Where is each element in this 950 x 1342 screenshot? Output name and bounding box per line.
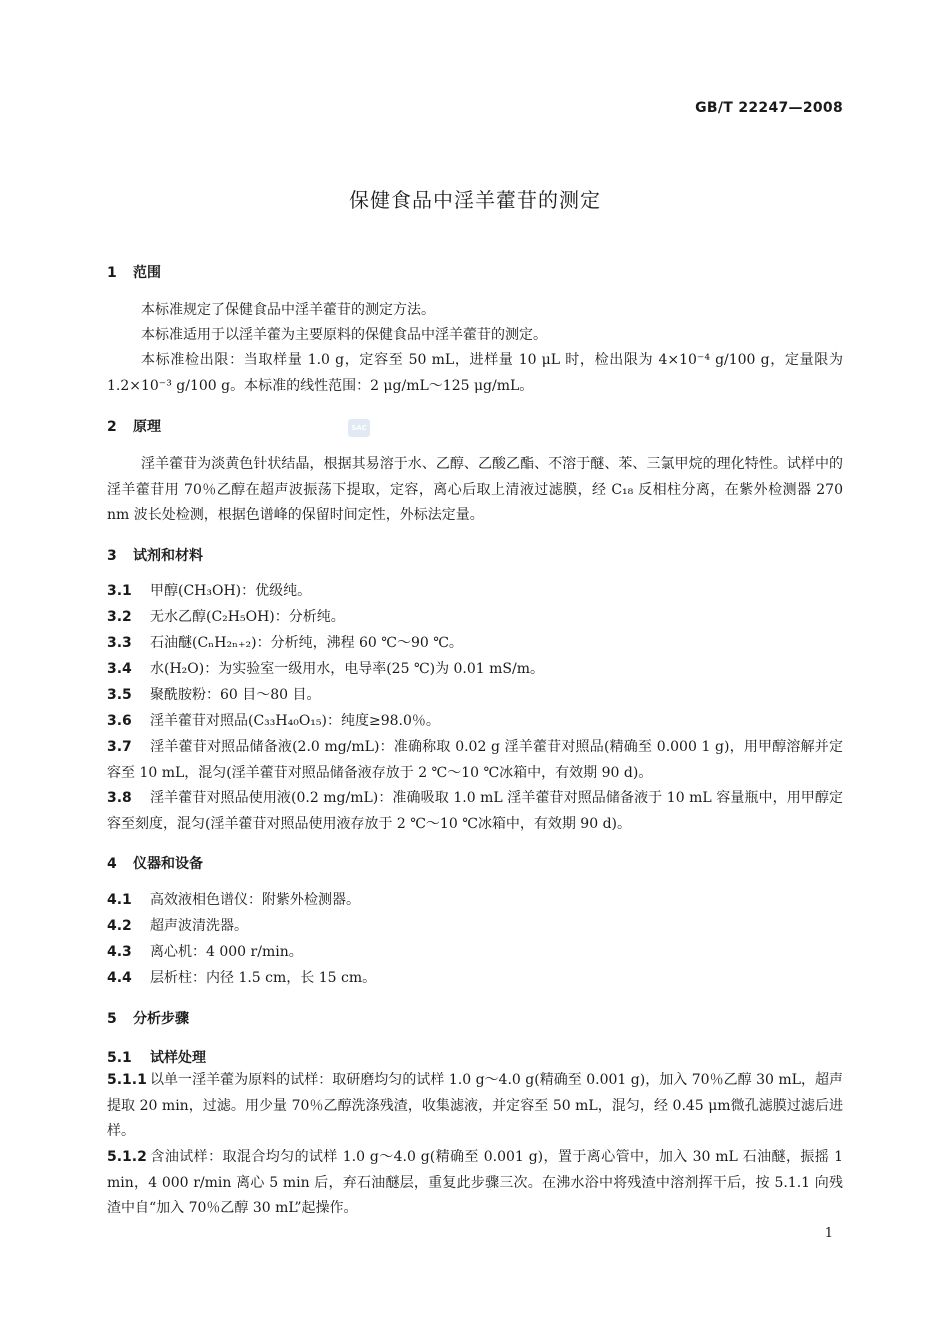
- section-title: 试剂和材料: [133, 548, 203, 564]
- section-title: 原理: [133, 419, 161, 435]
- item-number: 3.1: [107, 583, 132, 599]
- subsection-number: 5.1: [107, 1050, 132, 1066]
- item-text: 淫羊藿苷对照品(C₃₃H₄₀O₁₅)：纯度≥98.0％。: [150, 713, 440, 729]
- item-number: 3.8: [107, 790, 132, 806]
- item-text: 淫羊藿苷对照品使用液(0.2 mg/mL)：准确吸取 1.0 mL 淫羊藿苷对照品储备液于 10 mL 容量瓶中，用甲醇定容至刻度，混匀(淫羊藿苷对照品使用液存放于 2 ℃～10 ℃冰箱中，有效期 90 d)。: [107, 790, 843, 832]
- item-text: 超声波清洗器。: [150, 918, 248, 934]
- list-item: [107, 605, 843, 631]
- paragraph: 本标准适用于以淫羊藿为主要原料的保健食品中淫羊藿苷的测定。: [141, 327, 547, 343]
- item-number: 3.4: [107, 661, 132, 677]
- item-text: 含油试样：取混合均匀的试样 1.0 g～4.0 g(精确至 0.001 g)，置于离心管中，加入 30 mL 石油醚，振摇 1 min，4 000 r/min 离心 5 min 后，弃石油醚层，重复此步骤三次。在沸水浴中将残渣中溶剂挥干后，按 5.1.1 向残渣中自“加入 70％乙醇 30 mL”起操作。: [107, 1149, 843, 1216]
- item-text: 离心机：4 000 r/min。: [150, 944, 303, 960]
- section-title: 分析步骤: [133, 1011, 189, 1027]
- item-text: 无水乙醇(C₂H₅OH)：分析纯。: [150, 609, 345, 625]
- section-5-heading: [107, 1008, 189, 1028]
- item-number: 5.1.1: [107, 1072, 147, 1088]
- section-2-heading: [107, 416, 161, 436]
- item-number: 4.4: [107, 970, 132, 986]
- item-number: 5.1.2: [107, 1149, 147, 1165]
- item-text: 高效液相色谱仪：附紫外检测器。: [150, 892, 360, 908]
- section-1-heading: [107, 262, 161, 282]
- item-text: 层析柱：内径 1.5 cm，长 15 cm。: [150, 970, 377, 986]
- list-item: [107, 914, 843, 940]
- item-number: 3.3: [107, 635, 132, 651]
- paragraph: 淫羊藿苷为淡黄色针状结晶，根据其易溶于水、乙醇、乙酸乙酯、不溶于醚、苯、三氯甲烷的理化特性。试样中的淫羊藿苷用 70％乙醇在超声波振荡下提取，定容，离心后取上清液过滤膜，经 C₁₈ 反相柱分离，在紫外检测器 270 nm 波长处检测，根据色谱峰的保留时间定性，外标法定量。: [107, 456, 843, 523]
- list-item: [107, 657, 843, 683]
- subsection-5-1-heading: [107, 1047, 206, 1067]
- item-text: 石油醚(CₙH₂ₙ₊₂)：分析纯，沸程 60 ℃～90 ℃。: [150, 635, 463, 651]
- item-number: 3.6: [107, 713, 132, 729]
- list-item: [107, 1068, 843, 1145]
- list-item: [107, 888, 843, 914]
- item-text: 以单一淫羊藿为原料的试样：取研磨均匀的试样 1.0 g～4.0 g(精确至 0.001 g)，加入 70％乙醇 30 mL，超声提取 20 min，过滤。用少量 70％乙醇洗涤残渣，收集滤液，并定容至 50 mL，混匀，经 0.45 μm微孔滤膜过滤后进样。: [107, 1072, 843, 1139]
- list-item: [107, 683, 843, 709]
- section-number: 5: [107, 1011, 117, 1027]
- list-item: [107, 579, 843, 605]
- item-number: 3.5: [107, 687, 132, 703]
- section-3-heading: [107, 545, 203, 565]
- section-title: 范围: [133, 265, 161, 281]
- document-title: 保健食品中淫羊藿苷的测定: [349, 188, 601, 212]
- item-number: 4.3: [107, 944, 132, 960]
- section-number: 3: [107, 548, 117, 564]
- item-text: 甲醇(CH₃OH)：优级纯。: [150, 583, 312, 599]
- item-text: 水(H₂O)：为实验室一级用水，电导率(25 ℃)为 0.01 mS/m。: [150, 661, 545, 677]
- item-text: 聚酰胺粉：60 目～80 目。: [150, 687, 321, 703]
- item-number: 3.2: [107, 609, 132, 625]
- list-item: [107, 786, 843, 837]
- item-number: 3.7: [107, 739, 132, 755]
- section-number: 2: [107, 419, 117, 435]
- item-number: 4.2: [107, 918, 132, 934]
- list-item: [107, 709, 843, 735]
- list-item: [107, 966, 843, 992]
- standard-code: GB/T 22247—2008: [695, 100, 843, 116]
- section-number: 1: [107, 265, 117, 281]
- list-item: [107, 631, 843, 657]
- sac-watermark-logo: SAC: [348, 419, 370, 437]
- item-number: 4.1: [107, 892, 132, 908]
- item-text: 淫羊藿苷对照品储备液(2.0 mg/mL)：准确称取 0.02 g 淫羊藿苷对照品(精确至 0.000 1 g)，用甲醇溶解并定容至 10 mL，混匀(淫羊藿苷对照品储备液存放于 2 ℃～10 ℃冰箱中，有效期 90 d)。: [107, 739, 843, 781]
- section-title: 仪器和设备: [133, 856, 203, 872]
- page-number: 1: [824, 1226, 833, 1241]
- subsection-title: 试样处理: [150, 1050, 206, 1066]
- list-item: [107, 1145, 843, 1222]
- list-item: [107, 940, 843, 966]
- paragraph: 本标准检出限：当取样量 1.0 g，定容至 50 mL，进样量 10 μL 时，检出限为 4×10⁻⁴ g/100 g，定量限为 1.2×10⁻³ g/100 g。本标准的线性范围：2 μg/mL～125 μg/mL。: [107, 352, 843, 394]
- section-number: 4: [107, 856, 117, 872]
- list-item: [107, 735, 843, 786]
- section-4-heading: [107, 853, 203, 873]
- paragraph: 本标准规定了保健食品中淫羊藿苷的测定方法。: [141, 302, 435, 318]
